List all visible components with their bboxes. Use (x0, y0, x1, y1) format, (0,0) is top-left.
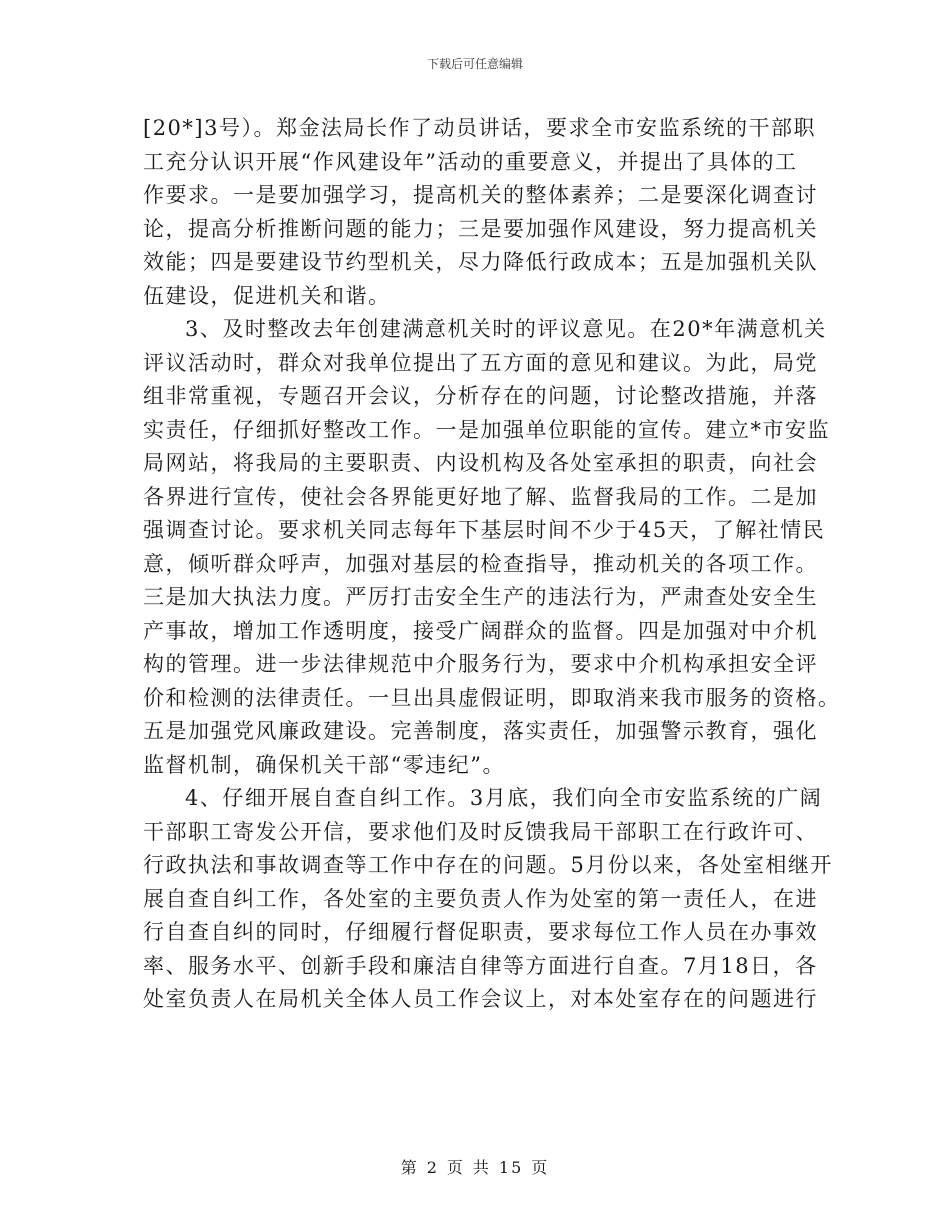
text-line: 展自查自纠工作，各处室的主要负责人作为处室的第一责任人，在进 (143, 886, 818, 911)
text-line: 构的管理。进一步法律规范中介服务行为，要求中介机构承担安全评 (143, 652, 818, 676)
text-line: 强调查讨论。要求机关同志每年下基层时间不少于45天，了解社情民 (143, 518, 826, 542)
page-label: 第 (400, 1158, 419, 1177)
paragraph-start-line: 4、仔细开展自查自纠工作。3月底，我们向全市安监系统的广阔 (185, 786, 823, 810)
text-line: 行政执法和事故调查等工作中存在的问题。5月份以来，各处室相继开 (143, 853, 833, 877)
text-line: 实责任，仔细抓好整改工作。一是加强单位职能的宣传。建立*市安监 (143, 417, 830, 442)
page-unit: 页 (446, 1158, 465, 1177)
text-line: 意，倾听群众呼声，加强对基层的检查指导，推动机关的各项工作。 (143, 551, 818, 576)
text-line: 各界进行宣传，使社会各界能更好地了解、监督我局的工作。二是加 (143, 484, 818, 509)
text-line: 监督机制，确保机关干部“零违纪”。 (143, 752, 505, 777)
text-line: 局网站，将我局的主要职责、内设机构及各处室承担的职责，向社会 (143, 451, 818, 475)
text-line: 三是加大执法力度。严厉打击安全生产的违法行为，严肃查处安全生 (143, 585, 818, 609)
text-line: 伍建设，促进机关和谐。 (143, 283, 391, 308)
text-line: 评议活动时，群众对我单位提出了五方面的意见和建议。为此，局党 (143, 350, 818, 375)
text-line: 行自查自纠的同时，仔细履行督促职责，要求每位工作人员在办事效 (143, 920, 818, 944)
text-line: 处室负责人在局机关全体人员工作会议上，对本处室存在的问题进行 (143, 987, 818, 1011)
text-line: 论，提高分析推断问题的能力；三是要加强作风建设，努力提高机关 (143, 216, 818, 241)
document-body (143, 112, 841, 1017)
text-line: 工充分认识开展“作风建设年”活动的重要意义，并提出了具体的工 (143, 149, 798, 174)
total-pages: 15 (498, 1158, 524, 1177)
page-number: 2 (426, 1158, 439, 1177)
text-line: 作要求。一是要加强学习，提高机关的整体素养；二是要深化调查讨 (143, 183, 818, 207)
text-line: 效能；四是要建设节约型机关，尽力降低行政成本；五是加强机关队 (143, 250, 818, 274)
text-line: 五是加强党风廉政建设。完善制度，落实责任，加强警示教育，强化 (143, 719, 818, 743)
total-label: 共 (472, 1158, 491, 1177)
text-line: 率、服务水平、创新手段和廉洁自律等方面进行自查。7月18日，各 (143, 953, 818, 978)
text-line: 价和检测的法律责任。一旦出具虚假证明，即取消来我市服务的资格。 (143, 685, 841, 710)
text-line: 干部职工寄发公开信，要求他们及时反馈我局干部职工在行政许可、 (143, 819, 818, 844)
paragraph-start-line: 3、及时整改去年创建满意机关时的评议意见。在20*年满意机关 (185, 317, 827, 341)
page-header: 下载后可任意编辑 (426, 57, 523, 71)
text-line: 组非常重视，专题召开会议，分析存在的问题，讨论整改措施，并落 (143, 384, 818, 408)
page-footer (0, 1155, 950, 1178)
text-line: 产事故，增加工作透明度，接受广阔群众的监督。四是加强对中介机 (143, 618, 818, 643)
text-line: [20*]3号）。郑金法局长作了动员讲话，要求全市安监系统的干部职 (143, 116, 816, 140)
total-unit: 页 (531, 1158, 550, 1177)
